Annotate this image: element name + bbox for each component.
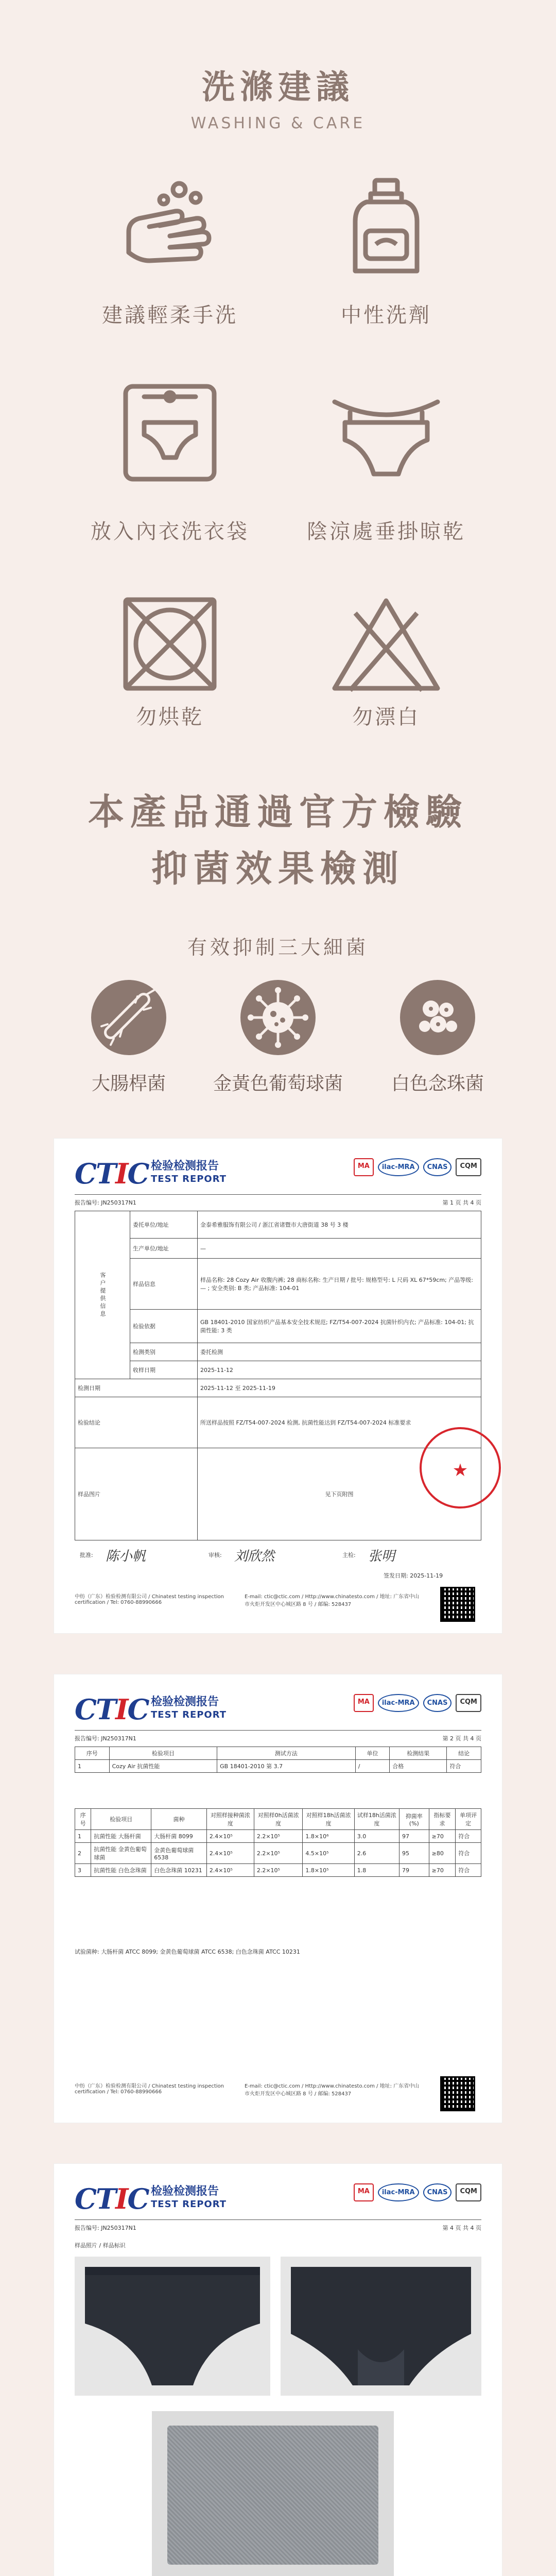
signature-inspect: 张明	[368, 1549, 395, 1564]
table-cell: /	[355, 1760, 390, 1773]
table-row	[75, 1379, 481, 1397]
info-key: 检验依据	[130, 1310, 198, 1343]
table-cell: 符合	[456, 1830, 481, 1843]
staphylococcus-icon	[239, 979, 317, 1056]
column-header: 抑菌率(%)	[399, 1809, 429, 1830]
footer-contact: E-mail: ctic@ctic.com / Http://www.chinatesto.com / 地址: 广东省中山市火炬开发区中心城区路 8 号 / 邮编: 528437	[245, 1594, 420, 1607]
table-cell: 2.2×10⁵	[254, 1830, 303, 1843]
column-header: 单项评定	[456, 1809, 481, 1830]
product-photo-front	[75, 2257, 270, 2396]
table-cell: 3	[75, 1864, 91, 1877]
info-value: GB 18401-2010 国家纺织产品基本安全技术规范; FZ/T54-007-2024 抗菌针织内衣; 产品标准: 104-01; 抗菌性能: 3 类	[198, 1310, 481, 1343]
column-header: 序号	[75, 1747, 110, 1760]
column-header: 检验项目	[109, 1747, 217, 1760]
ctic-logo: CTIC	[75, 2182, 149, 2215]
hand-wash-icon	[118, 175, 221, 278]
info-key: 生产单位/地址	[130, 1239, 198, 1259]
footer-company: 中纺（广东）检验检测有限公司 / Chinatest testing inspection certification / Tel: 0760-88990666	[75, 2083, 224, 2095]
info-value: 2025-11-12 至 2025-11-19	[198, 1379, 481, 1397]
cma-badge: MA	[354, 2183, 374, 2201]
sign-role-inspect: 主检:	[342, 1552, 356, 1558]
cqm-badge: CQM	[456, 2183, 481, 2201]
report-title-cn: 检验检测报告	[151, 2185, 219, 2198]
report-title-en: TEST REPORT	[151, 1709, 227, 1720]
table-header-row	[75, 1747, 481, 1760]
table-row	[75, 1864, 481, 1877]
column-header: 指标要求	[429, 1809, 456, 1830]
antibacterial-heading-line1: 本產品通過官方檢驗	[88, 791, 468, 833]
sign-role-review: 审核:	[208, 1552, 222, 1558]
fabric-sample-photo	[152, 2411, 394, 2576]
bacteria-label-candida: 白色念珠菌	[391, 1073, 484, 1094]
report-number: 报告编号: JN250317N1	[75, 2225, 136, 2231]
table-header-row	[75, 1809, 481, 1830]
antibacterial-results-table	[75, 1808, 481, 1877]
table-cell: 抗菌性能 金黄色葡萄球菌	[91, 1843, 151, 1864]
qr-code	[440, 2076, 475, 2111]
summary-table	[75, 1747, 481, 1773]
column-header: 检测结果	[390, 1747, 447, 1760]
column-header: 菌种	[151, 1809, 207, 1830]
care-label-detergent: 中性洗劑	[341, 303, 431, 327]
care-subtitle: WASHING & CARE	[190, 114, 366, 132]
table-cell: 金黄色葡萄球菌 6538	[151, 1843, 207, 1864]
cnas-badge: CNAS	[423, 2183, 452, 2201]
issue-date: 签发日期: 2025-11-19	[384, 1572, 443, 1579]
table-cell: 4.5×10⁵	[303, 1843, 354, 1864]
table-cell: 合格	[390, 1760, 447, 1773]
hang-dry-icon	[329, 392, 443, 484]
table-row	[75, 1830, 481, 1843]
care-title: 洗滌建議	[202, 69, 354, 107]
ctic-logo: CTIC	[75, 1693, 149, 1726]
cnas-badge: CNAS	[423, 1158, 452, 1176]
cma-badge: MA	[354, 1158, 374, 1176]
info-key: 收样日期	[130, 1361, 198, 1379]
bacteria-label-staphylococcus: 金黃色葡萄球菌	[213, 1073, 343, 1094]
info-value: 见下页附图	[198, 1448, 481, 1540]
bacteria-label-e-coli: 大腸桿菌	[91, 1073, 166, 1094]
table-cell: 1	[75, 1760, 110, 1773]
sign-role-approve: 批准:	[80, 1552, 93, 1558]
qr-code	[440, 1587, 475, 1622]
report-number: 报告编号: JN250317N1	[75, 1735, 136, 1742]
info-key: 委托单位/地址	[130, 1211, 198, 1239]
strain-note: 试验菌种: 大肠杆菌 ATCC 8099; 金黄色葡萄球菌 ATCC 6538; 白色念珠菌 ATCC 10231	[75, 1948, 300, 1955]
report-title-en: TEST REPORT	[151, 1174, 227, 1184]
no-tumble-dry-icon	[118, 592, 221, 696]
care-label-no-bleach: 勿漂白	[352, 705, 420, 729]
info-key: 样品图片	[75, 1448, 198, 1540]
table-cell: 2.4×10⁵	[206, 1843, 254, 1864]
table-row	[75, 1211, 481, 1239]
table-cell: 符合	[456, 1864, 481, 1877]
care-label-no-tumble-dry: 勿烘乾	[136, 705, 204, 729]
column-header: 对照样接种菌浓度	[206, 1809, 254, 1830]
report-title-cn: 检验检测报告	[151, 1160, 219, 1173]
report-header	[75, 1154, 481, 1190]
column-header: 结论	[447, 1747, 481, 1760]
table-cell: 符合	[447, 1760, 481, 1773]
report-page-count: 第 4 页 共 4 页	[442, 2225, 481, 2231]
report-title-en: TEST REPORT	[151, 2199, 227, 2210]
footer-company: 中纺（广东）检验检测有限公司 / Chinatest testing inspection certification / Tel: 0760-88990666	[75, 1594, 224, 1605]
info-value: 所送样品按照 FZ/T54-007-2024 检测, 抗菌性能达到 FZ/T54-007-2024 标准要求	[198, 1397, 481, 1448]
info-value: 委托检测	[198, 1343, 481, 1361]
side-label: 客户提供信息	[75, 1211, 130, 1379]
report-number: 报告编号: JN250317N1	[75, 1199, 136, 1206]
info-key: 样品信息	[130, 1259, 198, 1310]
info-value: 2025-11-12	[198, 1361, 481, 1379]
column-header: 试样18h活菌浓度	[354, 1809, 399, 1830]
official-seal: ★	[420, 1427, 501, 1509]
report-page-count: 第 2 页 共 4 页	[442, 1735, 481, 1742]
table-cell: 97	[399, 1830, 429, 1843]
test-report-page-2	[54, 1674, 502, 2123]
table-cell: 1.8	[354, 1864, 399, 1877]
table-cell: 79	[399, 1864, 429, 1877]
info-value: —	[198, 1239, 481, 1259]
report-title-cn: 检验检测报告	[151, 1696, 219, 1708]
table-row	[75, 1343, 481, 1361]
column-header: 对照样18h活菌浓度	[303, 1809, 354, 1830]
report-header	[75, 2179, 481, 2215]
e-coli-icon	[90, 979, 167, 1056]
cqm-badge: CQM	[456, 1158, 481, 1176]
care-label-hang-dry: 陰涼處垂掛晾乾	[307, 520, 465, 544]
detergent-bottle-icon	[335, 175, 438, 278]
table-cell: 1.8×10⁶	[303, 1830, 354, 1843]
table-cell: ≥80	[429, 1843, 456, 1864]
report-page-count: 第 1 页 共 4 页	[442, 1199, 481, 1206]
table-cell: GB 18401-2010 第 3.7	[217, 1760, 356, 1773]
column-header: 测试方法	[217, 1747, 356, 1760]
table-cell: 2	[75, 1843, 91, 1864]
table-row	[75, 1760, 481, 1773]
cqm-badge: CQM	[456, 1694, 481, 1712]
table-cell: 2.6	[354, 1843, 399, 1864]
table-cell: 95	[399, 1843, 429, 1864]
table-cell: 白色念珠菌 10231	[151, 1864, 207, 1877]
column-header: 对照样0h活菌浓度	[254, 1809, 303, 1830]
info-value: 样品名称: 28 Cozy Air 收腹内裤; 28 商标名称: 生产日期 / 批号: 规格型号: L 尺码 XL 67*59cm; 产品等级: — ; 安全类别: B 类; 产品标准: 104-01	[198, 1259, 481, 1310]
test-report-page-3	[54, 2164, 502, 2576]
table-cell: 抗菌性能 大肠杆菌	[91, 1830, 151, 1843]
table-row	[75, 1361, 481, 1379]
ilac-badge: ilac-MRA	[378, 2183, 419, 2201]
info-key: 检验结论	[75, 1397, 198, 1448]
candida-icon	[399, 979, 476, 1056]
column-header: 检验项目	[91, 1809, 151, 1830]
signature-review: 刘欣然	[234, 1549, 275, 1564]
table-cell: 抗菌性能 白色念珠菌	[91, 1864, 151, 1877]
table-row	[75, 1239, 481, 1259]
table-cell: 1.8×10⁵	[303, 1864, 354, 1877]
antibacterial-heading-line2: 抑菌效果檢測	[151, 848, 405, 890]
table-cell: ≥70	[429, 1830, 456, 1843]
table-row	[75, 1397, 481, 1448]
table-cell: Cozy Air 抗菌性能	[109, 1760, 217, 1773]
photo-section-caption: 样品照片 / 样品标识	[75, 2242, 126, 2249]
table-row	[75, 1843, 481, 1864]
report-header	[75, 1690, 481, 1726]
column-header: 单位	[355, 1747, 390, 1760]
table-cell: 2.4×10⁵	[206, 1864, 254, 1877]
table-cell: 2.2×10⁵	[254, 1843, 303, 1864]
ilac-badge: ilac-MRA	[378, 1694, 419, 1712]
footer-contact: E-mail: ctic@ctic.com / Http://www.chinatesto.com / 地址: 广东省中山市火炬开发区中心城区路 8 号 / 邮编: 528437	[245, 2083, 420, 2097]
table-cell: 大肠杆菌 8099	[151, 1830, 207, 1843]
signature-approve: 陈小帆	[106, 1549, 146, 1564]
info-key: 检测类别	[130, 1343, 198, 1361]
info-key: 检测日期	[75, 1379, 198, 1397]
info-value: 金泰希雅服饰有限公司 / 浙江省诸暨市大唐街道 38 号 3 楼	[198, 1211, 481, 1239]
table-cell: ≥70	[429, 1864, 456, 1877]
ctic-logo: CTIC	[75, 1157, 149, 1190]
table-cell: 2.2×10⁵	[254, 1864, 303, 1877]
product-photo-back	[281, 2257, 481, 2396]
table-cell: 2.4×10⁵	[206, 1830, 254, 1843]
table-cell: 1	[75, 1830, 91, 1843]
laundry-bag-icon	[118, 381, 221, 484]
no-bleach-icon	[324, 592, 448, 696]
cma-badge: MA	[354, 1694, 374, 1712]
table-row	[75, 1310, 481, 1343]
table-cell: 符合	[456, 1843, 481, 1864]
column-header: 序号	[75, 1809, 91, 1830]
antibacterial-tagline: 有效抑制三大細菌	[187, 936, 369, 959]
ilac-badge: ilac-MRA	[378, 1158, 419, 1176]
test-report-page-1	[54, 1139, 502, 1633]
table-row	[75, 1259, 481, 1310]
report-info-table	[75, 1211, 481, 1540]
care-label-laundry-bag: 放入內衣洗衣袋	[91, 520, 249, 544]
care-label-hand-wash: 建議輕柔手洗	[102, 303, 238, 327]
table-cell: 3.0	[354, 1830, 399, 1843]
cnas-badge: CNAS	[423, 1694, 452, 1712]
